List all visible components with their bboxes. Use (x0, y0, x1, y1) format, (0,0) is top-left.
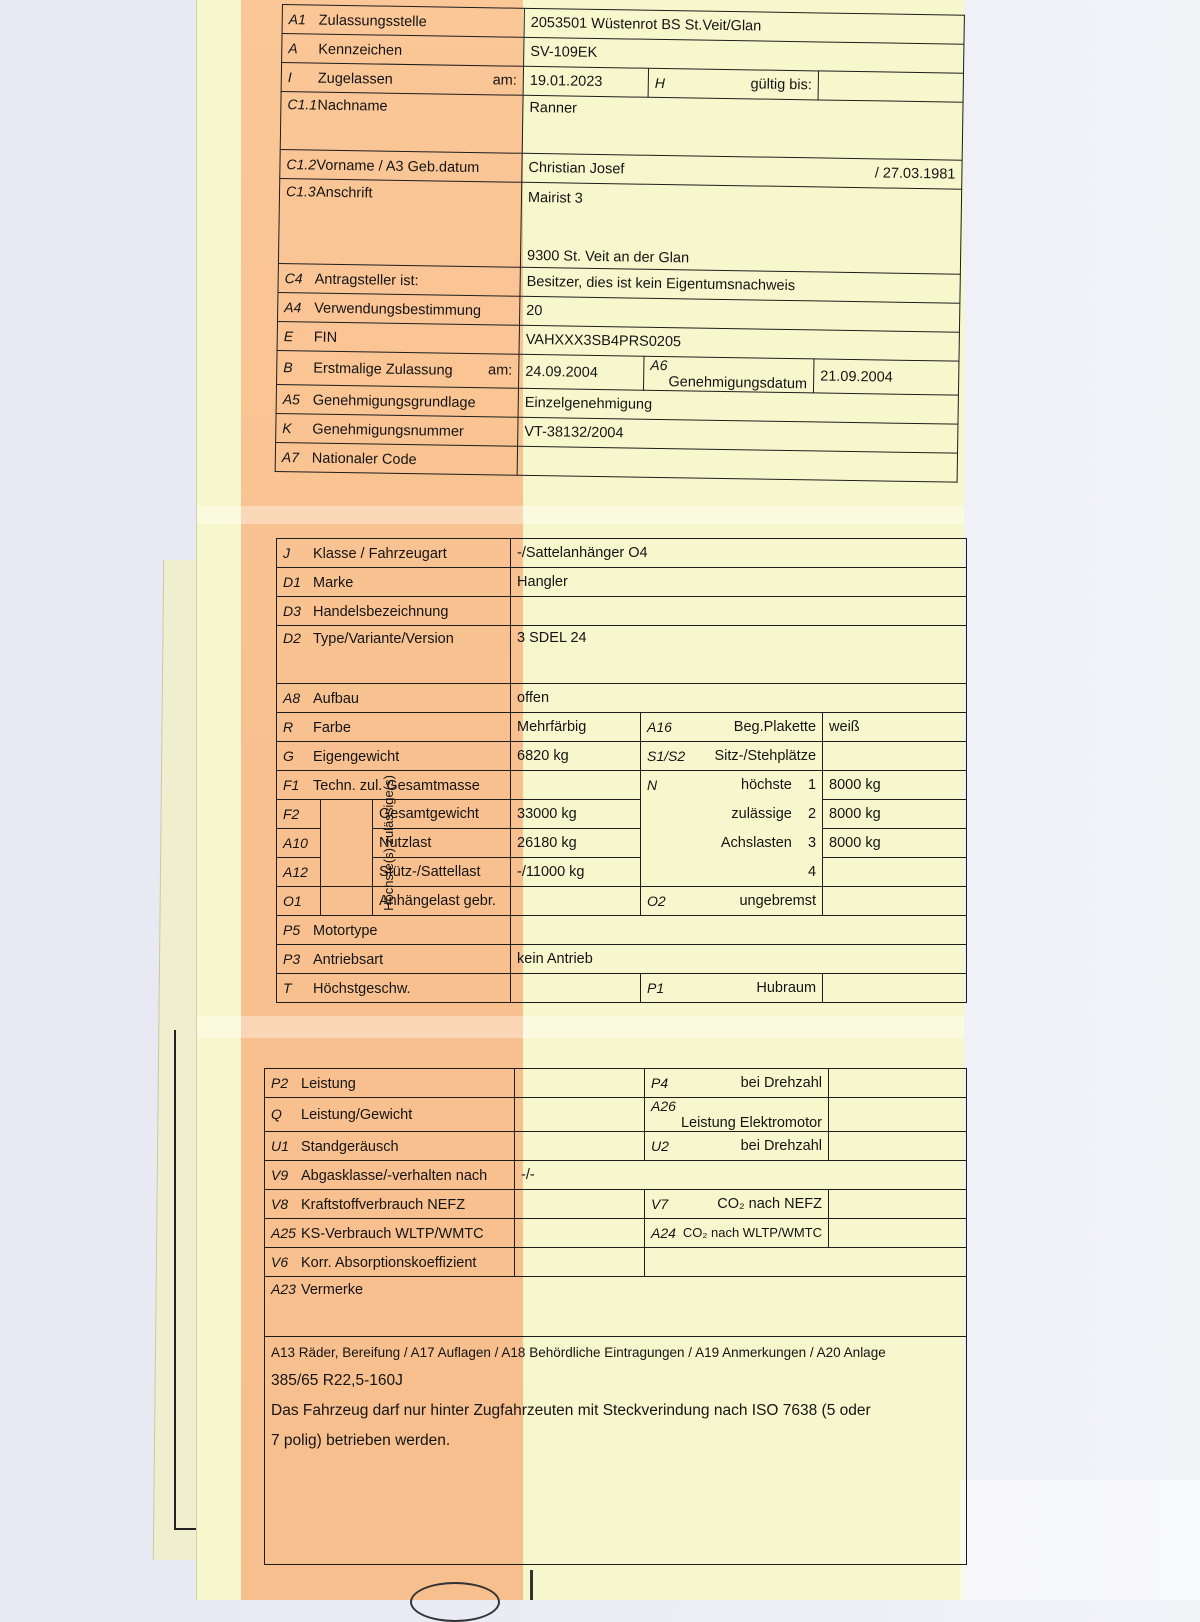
verwendung-value: 20 (519, 296, 959, 332)
fold-line (197, 506, 964, 524)
row-c12: C1.2Vorname / A3 Geb.datum Christian Josef / 27.03.1981 (280, 149, 962, 189)
geraeusch-drehzahl-value (829, 1132, 967, 1161)
row-c11: C1.1Nachname Ranner (280, 91, 963, 160)
row-j: J Klasse / Fahrzeugart -/Sattelanhänger O4 (277, 539, 967, 568)
row-a12: A12 Stütz-/Sattellast -/11000 kg 4 (277, 858, 967, 887)
light-reflection (960, 1480, 1200, 1600)
verbrauch-wltp-value (515, 1219, 645, 1248)
row-i: I Zugelassen am: 19.01.2023 H gültig bis: (281, 63, 963, 103)
fahrzeugart-value: -/Sattelanhänger O4 (511, 539, 967, 568)
row-u1: U1 Standgeräusch U2 bei Drehzahl (265, 1132, 967, 1161)
row-f2: F2 Höchste(s) zulässige(s) Gesamtgewicht 33000 kg zulässige 2 8000 kg (277, 800, 967, 829)
row-e: E FIN VAHXXX3SB4PRS0205 (277, 321, 959, 361)
row-f1: F1 Techn. zul. Gesamtmasse N höchste 1 8000 kg (277, 771, 967, 800)
marke-value: Hangler (511, 568, 967, 597)
row-a10: A10 Nutzlast 26180 kg Achslasten 3 8000 kg (277, 829, 967, 858)
holder-data-table (275, 4, 965, 483)
row-v9: V9 Abgasklasse/-verhalten nach -/- (265, 1161, 967, 1190)
hoechstgeschw-value (511, 974, 641, 1003)
gesamtmasse-value (511, 771, 641, 800)
genehmigungsdatum-value: 21.09.2004 (813, 359, 959, 395)
row-a13 (265, 1337, 967, 1565)
co2-nefz-value (829, 1190, 967, 1219)
achslast-2-value: 8000 kg (823, 800, 967, 829)
farbe-value: Mehrfärbig (511, 713, 641, 742)
row-a4: A4 Verwendungsbestimmung 20 (278, 292, 960, 332)
co2-wltp-value (829, 1219, 967, 1248)
row-g: G Eigengewicht 6820 kg S1/S2 Sitz-/Stehplätze (277, 742, 967, 771)
antragsteller-value: Besitzer, dies ist kein Eigentumsnachweis (520, 267, 960, 303)
gesamtgewicht-value: 33000 kg (511, 800, 641, 829)
vertical-label-cell: Höchste(s) zulässige(s) (321, 800, 373, 887)
row-r: R Farbe Mehrfärbig A16 Beg.Plakette weiß (277, 713, 967, 742)
leistung-value (515, 1069, 645, 1098)
vehicle-data-table (276, 538, 967, 1003)
anhaengelast-gebr-value (511, 887, 641, 916)
verbrauch-nefz-value (515, 1190, 645, 1219)
row-a23: A23 Vermerke (265, 1277, 967, 1337)
row-c13: C1.3Anschrift Mairist 3 9300 St. Veit an der Glan (278, 178, 961, 274)
row-c4: C4 Antragsteller ist: Besitzer, dies ist kein Eigentumsnachweis (278, 263, 960, 303)
nutzlast-value: 26180 kg (511, 829, 641, 858)
row-a7: A7 Nationaler Code (275, 442, 957, 482)
elektromotor-value (829, 1098, 967, 1132)
row-a8: A8 Aufbau offen (277, 684, 967, 713)
signature-mark (530, 1570, 533, 1600)
technical-data-table (264, 1068, 967, 1565)
row-a1: A1 Zulassungsstelle 2053501 Wüstenrot BS St.Veit/Glan (282, 5, 964, 45)
fin-value: VAHXXX3SB4PRS0205 (519, 325, 959, 361)
anschrift-street: Mairist 3 (527, 189, 583, 207)
row-d2: D2 Type/Variante/Version 3 SDEL 24 (277, 626, 967, 684)
zugelassen-value: 19.01.2023 (523, 66, 648, 97)
absorption-value (515, 1248, 645, 1277)
achslast-1-value: 8000 kg (823, 771, 967, 800)
row-d3: D3 Handelsbezeichnung (277, 597, 967, 626)
achslast-3-value: 8000 kg (823, 829, 967, 858)
sitzplaetze-value (823, 742, 967, 771)
row-a25: A25 KS-Verbrauch WLTP/WMTC A24 CO₂ nach WLTP/WMTC (265, 1219, 967, 1248)
row-v8: V8 Kraftstoffverbrauch NEFZ V7 CO₂ nach NEFZ (265, 1190, 967, 1219)
row-p3: P3 Antriebsart kein Antrieb (277, 945, 967, 974)
row-b: B Erstmalige Zulassung am: 24.09.2004 A6 Genehmigungsdatum 21.09.2004 (277, 350, 959, 395)
remark-line-2: 7 polig) betrieben werden. (271, 1432, 451, 1449)
stamp-mark (410, 1582, 500, 1622)
handelsbezeichnung-value (511, 597, 967, 626)
aufbau-value: offen (511, 684, 967, 713)
nachname-value: Ranner (522, 95, 963, 160)
antriebsart-value: kein Antrieb (511, 945, 967, 974)
type-value: 3 SDEL 24 (511, 626, 967, 684)
hubraum-value (823, 974, 967, 1003)
plakette-value: weiß (823, 713, 967, 742)
row-a5: A5 Genehmigungsgrundlage Einzelgenehmigung (276, 384, 958, 424)
motortype-value (511, 916, 967, 945)
standgeraeusch-value (515, 1132, 645, 1161)
kennzeichen-value: SV-109EK (524, 37, 964, 73)
nationaler-code-value (517, 446, 957, 482)
anhaengelast-ungebr-value (823, 887, 967, 916)
eigengewicht-value: 6820 kg (511, 742, 641, 771)
genehmigungsnummer-value: VT-38132/2004 (518, 417, 958, 453)
row-v6: V6 Korr. Absorptionskoeffizient (265, 1248, 967, 1277)
genehmigungsgrundlage-value: Einzelgenehmigung (518, 388, 958, 424)
row-d1: D1 Marke Hangler (277, 568, 967, 597)
sattellast-value: -/11000 kg (511, 858, 641, 887)
gueltig-bis-value (818, 71, 963, 102)
leistung-gewicht-value (515, 1098, 645, 1132)
drehzahl-value (829, 1069, 967, 1098)
geburtsdatum-value: / 27.03.1981 (874, 165, 956, 183)
row-t: T Höchstgeschw. P1 Hubraum (277, 974, 967, 1003)
achslast-4-value (823, 858, 967, 887)
row-o1: O1 Anhängelast gebr. O2 ungebremst (277, 887, 967, 916)
zulassungsstelle-value: 2053501 Wüstenrot BS St.Veit/Glan (524, 8, 964, 44)
vorname-value: Christian Josef (528, 159, 625, 178)
row-p2: P2 Leistung P4 bei Drehzahl (265, 1069, 967, 1098)
anschrift-city: 9300 St. Veit an der Glan (526, 247, 690, 267)
remarks-header: A13 Räder, Bereifung / A17 Auflagen / A18 Behördliche Eintragungen / A19 Anmerkungen / A20 Anlage (271, 1345, 886, 1360)
row-q: Q Leistung/Gewicht A26 Leistung Elektromotor (265, 1098, 967, 1132)
row-p5: P5 Motortype (277, 916, 967, 945)
tyre-spec: 385/65 R22,5-160J (271, 1372, 403, 1389)
row-k: K Genehmigungsnummer VT-38132/2004 (276, 413, 958, 453)
fold-line (197, 1016, 964, 1038)
row-a: A Kennzeichen SV-109EK (282, 34, 964, 74)
abgasklasse-value: -/- (515, 1161, 967, 1190)
erstzulassung-value: 24.09.2004 (518, 354, 644, 390)
remark-line-1: Das Fahrzeug darf nur hinter Zugfahrzeuten mit Steckverindung nach ISO 7638 (5 oder (271, 1402, 871, 1419)
